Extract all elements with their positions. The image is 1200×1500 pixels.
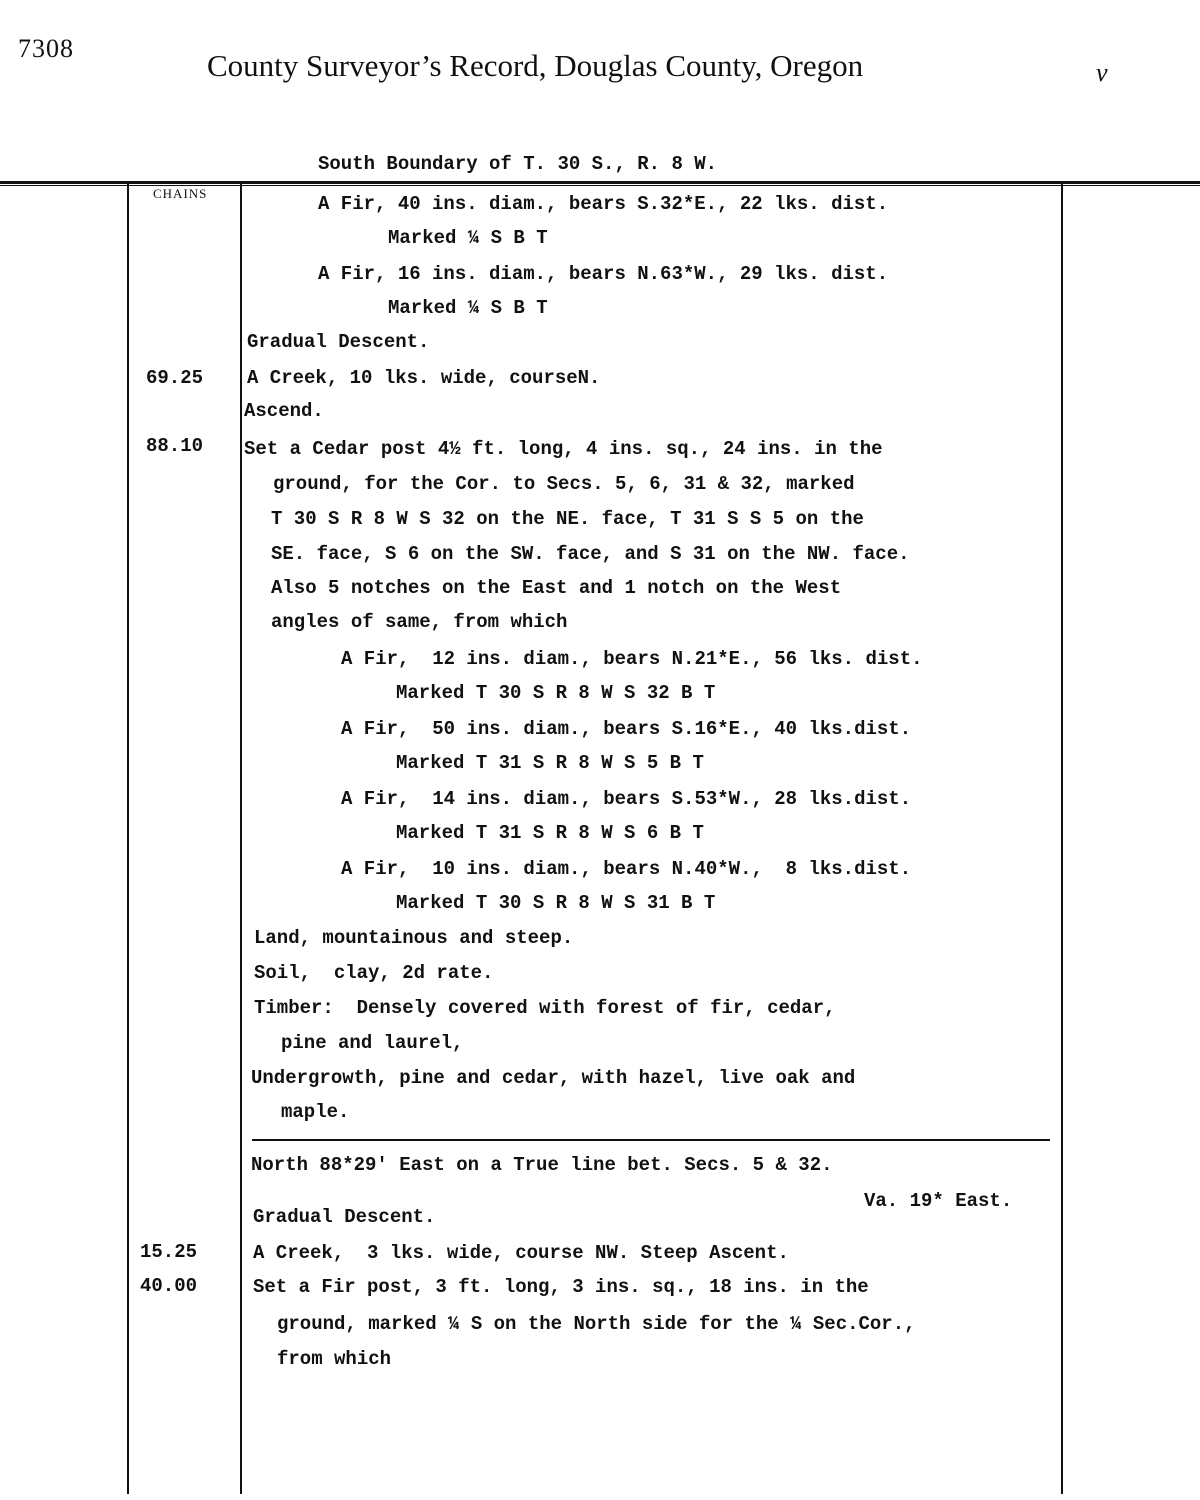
entry-line: Marked T 31 S R 8 W S 6 B T: [396, 822, 704, 844]
entry-line: Marked ¼ S B T: [388, 297, 548, 319]
entry-line: A Fir, 14 ins. diam., bears S.53*W., 28 lks.dist.: [341, 788, 912, 810]
entry-line: Marked T 31 S R 8 W S 5 B T: [396, 752, 704, 774]
entry-line: ground, for the Cor. to Secs. 5, 6, 31 & 32, marked: [273, 473, 855, 495]
entry-line: ground, marked ¼ S on the North side for the ¼ Sec.Cor.,: [277, 1313, 916, 1335]
entry-line: Ascend.: [244, 400, 324, 422]
entry-line: North 88*29' East on a True line bet. Secs. 5 & 32.: [251, 1154, 833, 1176]
entry-line: A Fir, 12 ins. diam., bears N.21*E., 56 lks. dist.: [341, 648, 923, 670]
entry-line: pine and laurel,: [281, 1032, 464, 1054]
chain-value: 15.25: [140, 1241, 198, 1263]
page-number: 7308: [18, 34, 74, 63]
entry-line: Set a Fir post, 3 ft. long, 3 ins. sq., 18 ins. in the: [253, 1276, 869, 1298]
chain-value: 40.00: [140, 1275, 198, 1297]
entry-line: Land, mountainous and steep.: [254, 927, 574, 949]
entry-line: A Fir, 10 ins. diam., bears N.40*W., 8 lks.dist.: [341, 858, 912, 880]
entry-line: SE. face, S 6 on the SW. face, and S 31 on the NW. face.: [271, 543, 910, 565]
entry-line: Timber: Densely covered with forest of fir, cedar,: [254, 997, 836, 1019]
entry-line: Marked T 30 S R 8 W S 32 B T: [396, 682, 716, 704]
entry-separator: [252, 1139, 1050, 1141]
entry-line: Undergrowth, pine and cedar, with hazel, live oak and: [251, 1067, 856, 1089]
entry-line: T 30 S R 8 W S 32 on the NE. face, T 31 S S 5 on the: [271, 508, 864, 530]
entry-line: from which: [277, 1348, 392, 1370]
chains-column-header: CHAINS: [153, 186, 208, 201]
entry-line: Soil, clay, 2d rate.: [254, 962, 494, 984]
entry-line: A Creek, 3 lks. wide, course NW. Steep Ascent.: [253, 1242, 789, 1264]
entry-line: A Fir, 16 ins. diam., bears N.63*W., 29 lks. dist.: [318, 263, 889, 285]
entry-line: Set a Cedar post 4½ ft. long, 4 ins. sq., 24 ins. in the: [244, 438, 883, 460]
check-mark: ν: [1096, 58, 1108, 87]
entry-line: Gradual Descent.: [253, 1206, 436, 1228]
entry-line: Marked ¼ S B T: [388, 227, 548, 249]
chains-column-divider: [240, 184, 242, 1494]
entry-line: Gradual Descent.: [247, 331, 430, 353]
entry-line: maple.: [281, 1101, 350, 1123]
entry-line: Va. 19* East.: [864, 1190, 1013, 1212]
chain-value: 69.25: [146, 367, 204, 389]
page-title: County Surveyor’s Record, Douglas County, Oregon: [207, 48, 864, 83]
chain-value: 88.10: [146, 435, 204, 457]
entry-line: Also 5 notches on the East and 1 notch on the West: [271, 577, 842, 599]
left-margin-line: [127, 184, 129, 1494]
right-margin-line: [1061, 184, 1063, 1494]
section-title: South Boundary of T. 30 S., R. 8 W.: [318, 153, 718, 175]
entry-line: A Fir, 40 ins. diam., bears S.32*E., 22 lks. dist.: [318, 193, 889, 215]
entry-line: A Fir, 50 ins. diam., bears S.16*E., 40 lks.dist.: [341, 718, 912, 740]
entry-line: Marked T 30 S R 8 W S 31 B T: [396, 892, 716, 914]
top-rule: [0, 181, 1200, 184]
entry-line: angles of same, from which: [271, 611, 568, 633]
entry-line: A Creek, 10 lks. wide, courseN.: [247, 367, 601, 389]
